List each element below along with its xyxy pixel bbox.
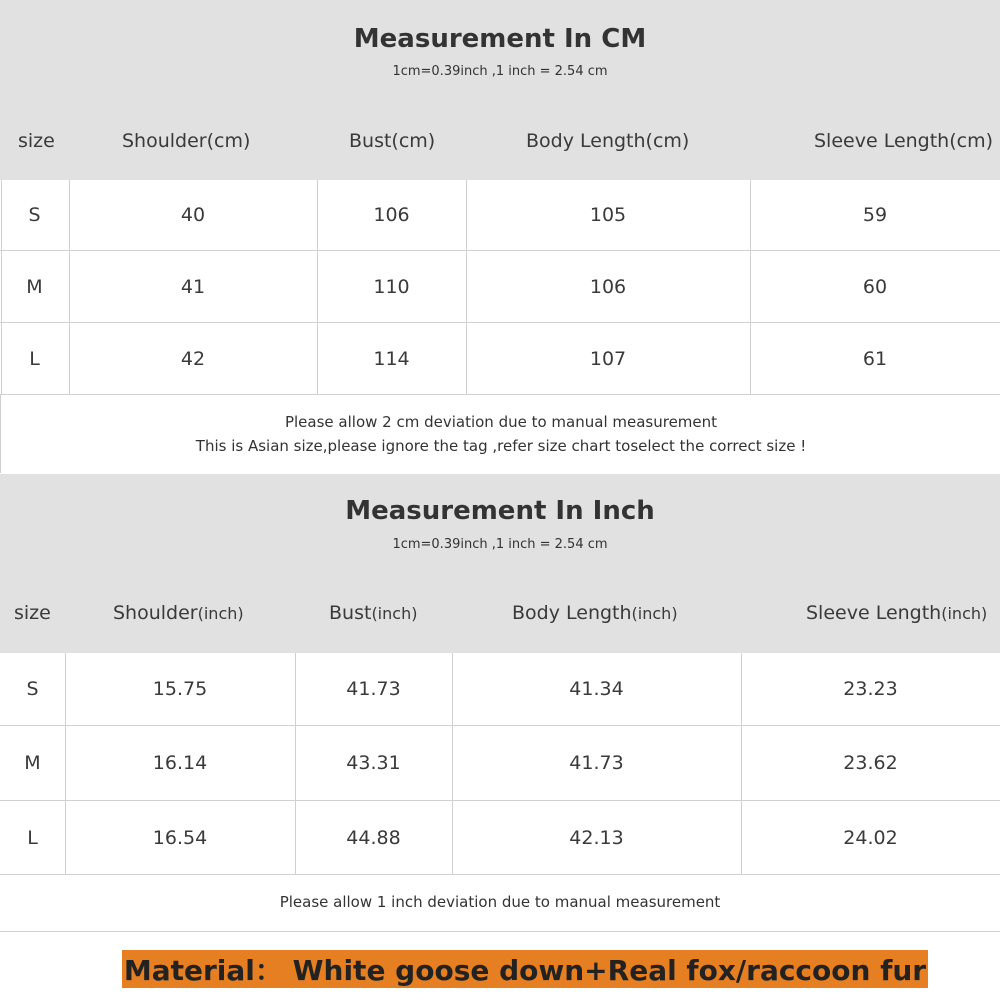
table-row: [0, 323, 1000, 395]
inch-header-band: [0, 474, 1000, 653]
header-label: Body Length: [512, 602, 632, 624]
table-row: [0, 726, 1000, 801]
column-divider: [69, 180, 70, 394]
shoulder-cell: 16.54: [152, 826, 208, 849]
column-divider: [295, 653, 296, 874]
sleeve-length-cell: 23.62: [843, 752, 898, 774]
inch-header-bust: [329, 602, 417, 624]
cm-notes-block: [0, 395, 1000, 473]
header-label: Shoulder: [113, 602, 198, 624]
size-cell: M: [24, 752, 41, 774]
size-cell: M: [26, 275, 43, 298]
column-divider: [317, 180, 318, 394]
header-label: size: [14, 602, 51, 624]
shoulder-cell: 15.75: [152, 678, 208, 700]
header-label: Sleeve Length: [806, 602, 942, 624]
bust-cell: 41.73: [346, 678, 401, 700]
cm-size-table: [0, 180, 1000, 394]
bust-cell: 114: [373, 347, 410, 370]
column-divider: [750, 180, 751, 394]
column-divider: [741, 653, 742, 874]
table-row: [0, 653, 1000, 726]
inch-header-size: [14, 602, 51, 624]
shoulder-cell: 40: [180, 204, 206, 226]
inch-header-shoulder: [113, 602, 244, 624]
size-cell: L: [29, 347, 40, 370]
shoulder-cell: 42: [180, 347, 206, 370]
header-unit: (inch): [197, 604, 244, 623]
shoulder-cell: 41: [180, 275, 206, 298]
cm-header-bust: Bust(cm): [349, 130, 436, 152]
shoulder-cell: 16.14: [152, 752, 208, 774]
column-divider: [466, 180, 467, 394]
sleeve-length-cell: 23.23: [843, 678, 898, 700]
sleeve-length-cell: 61: [862, 347, 888, 370]
sleeve-length-cell: 24.02: [843, 826, 898, 849]
bust-cell: 44.88: [346, 826, 401, 849]
body-length-cell: 41.34: [569, 678, 624, 700]
size-cell: S: [26, 678, 39, 700]
body-length-cell: 106: [589, 275, 627, 298]
column-divider: [1, 180, 2, 394]
cm-deviation-note: Please allow 2 cm deviation due to manual measurement: [284, 413, 718, 431]
cm-header-sleeve-length: Sleeve Length(cm): [814, 130, 994, 152]
sleeve-length-cell: 59: [862, 204, 888, 226]
inch-size-table: [0, 653, 1000, 874]
table-row: [0, 251, 1000, 323]
inch-deviation-note: Please allow 1 inch deviation due to manual measurement: [279, 893, 721, 911]
body-length-cell: 42.13: [569, 826, 624, 849]
inch-header-sleeve-length: [806, 602, 987, 624]
header-unit: (inch): [631, 604, 678, 623]
column-divider: [452, 653, 453, 874]
cm-table-title: Measurement In CM: [353, 24, 647, 54]
body-length-cell: 41.73: [569, 752, 624, 774]
inch-table-title: Measurement In Inch: [345, 496, 655, 526]
cm-conversion-note: 1cm=0.39inch ,1 inch = 2.54 cm: [392, 64, 608, 79]
table-row: [0, 801, 1000, 875]
asian-size-note: This is Asian size,please ignore the tag ,refer size chart toselect the correct size !: [195, 437, 807, 455]
size-cell: S: [28, 204, 41, 226]
table-row: [0, 180, 1000, 251]
cm-header-size: size: [18, 130, 55, 152]
inch-conversion-note: 1cm=0.39inch ,1 inch = 2.54 cm: [392, 537, 608, 552]
header-unit: (inch): [371, 604, 418, 623]
bust-cell: 106: [373, 204, 410, 226]
cm-header-shoulder: Shoulder(cm): [122, 130, 251, 152]
bust-cell: 110: [373, 275, 410, 298]
sleeve-length-cell: 60: [862, 275, 888, 298]
cm-header-body-length: Body Length(cm): [526, 130, 690, 152]
body-length-cell: 105: [589, 204, 627, 226]
body-length-cell: 107: [589, 347, 627, 370]
column-divider: [65, 653, 66, 874]
header-unit: (inch): [941, 604, 988, 623]
inch-header-body-length: [512, 602, 678, 624]
divider: [0, 931, 1000, 932]
header-label: Bust: [329, 602, 372, 624]
bust-cell: 43.31: [346, 752, 401, 774]
material-banner: Material： White goose down+Real fox/raccoon fur: [122, 950, 928, 988]
size-cell: L: [27, 826, 38, 849]
cm-header-band: [0, 0, 1000, 180]
